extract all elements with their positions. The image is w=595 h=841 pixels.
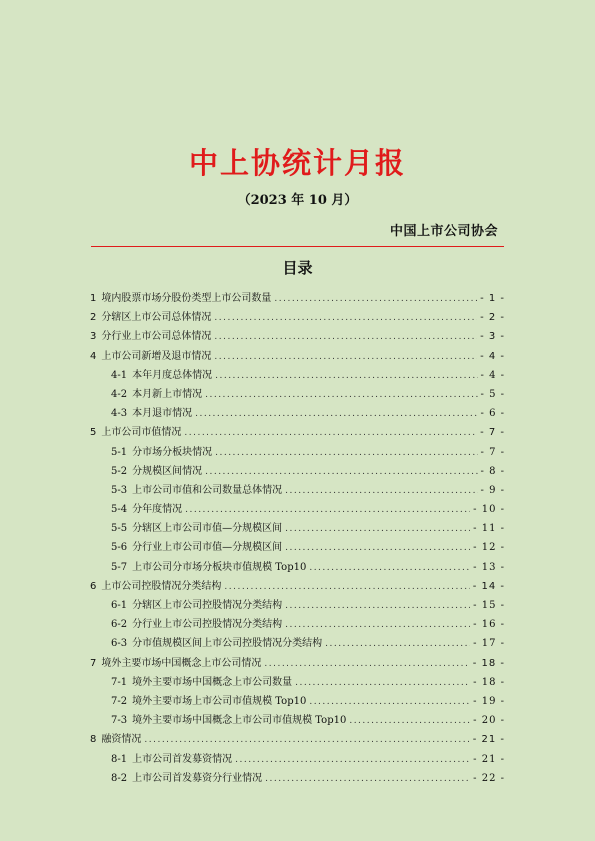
toc-entry-number: 3 [90, 331, 97, 343]
toc-entry-title: 上市公司首发募资情况 [132, 753, 233, 765]
toc-page-number: - 22 - [473, 772, 505, 784]
toc-leader-dots [184, 428, 477, 438]
toc-entry[interactable] [90, 347, 505, 366]
toc-entry[interactable] [90, 730, 505, 749]
toc-leader-dots [205, 467, 477, 477]
toc-entry-number: 5-7 [111, 561, 128, 573]
toc-entry-number: 6-2 [111, 619, 128, 631]
toc-leader-dots [214, 332, 477, 342]
toc-entry-number: 5-4 [111, 504, 128, 516]
toc-subentry[interactable] [90, 692, 505, 711]
toc-leader-dots [214, 352, 477, 362]
toc-leader-dots [309, 563, 470, 573]
toc-subentry[interactable] [90, 519, 505, 538]
toc-page-number: - 13 - [473, 561, 505, 573]
toc-page-number: - 21 - [473, 753, 505, 765]
toc-subentry[interactable] [90, 750, 505, 769]
toc-entry-title: 境内股票市场分股份类型上市公司数量 [101, 293, 272, 304]
table-of-contents [90, 289, 505, 788]
toc-entry-number: 7-1 [111, 676, 128, 688]
toc-entry-number: 4-2 [111, 388, 128, 400]
toc-page-number: - 15 - [473, 600, 505, 611]
toc-subentry[interactable] [90, 769, 505, 788]
toc-page-number: - 7 - [480, 427, 505, 439]
toc-entry-number: 8 [90, 734, 97, 746]
toc-entry-number: 8-1 [111, 753, 128, 765]
report-period: （2023 年 10 月） [237, 193, 358, 208]
toc-entry-number: 7-2 [111, 695, 128, 707]
toc-entry-title: 上市公司分市场分板块市值规模 Top10 [132, 561, 307, 573]
toc-page-number: - 11 - [473, 523, 505, 535]
toc-entry-title: 分行业上市公司控股情况分类结构 [132, 619, 283, 631]
toc-entry-number: 5-6 [111, 542, 128, 554]
toc-entry-title: 分市值规模区间上市公司控股情况分类结构 [132, 638, 323, 650]
toc-entry-title: 本月退市情况 [132, 408, 193, 420]
toc-page-number: - 18 - [473, 676, 505, 688]
toc-subentry[interactable] [90, 711, 505, 730]
toc-entry-title: 上市公司市值和公司数量总体情况 [132, 484, 283, 496]
toc-entry-title: 上市公司新增及退市情况 [101, 350, 212, 362]
toc-entry-title: 境外主要市场中国概念上市公司数量 [132, 676, 293, 688]
toc-subentry[interactable] [90, 443, 505, 462]
toc-page-number: - 5 - [480, 388, 505, 400]
toc-page-number: - 21 - [472, 734, 505, 746]
toc-subentry[interactable] [90, 615, 505, 634]
toc-entry-title: 分行业上市公司总体情况 [101, 331, 212, 343]
toc-leader-dots [285, 486, 477, 496]
toc-entry[interactable] [90, 423, 505, 442]
header-divider [91, 246, 504, 247]
toc-entry[interactable] [90, 289, 505, 308]
toc-leader-dots [285, 601, 470, 611]
toc-subentry[interactable] [90, 596, 505, 615]
toc-leader-dots [274, 294, 477, 304]
toc-leader-dots [325, 639, 470, 649]
toc-entry-number: 5 [90, 427, 97, 439]
toc-leader-dots [185, 505, 470, 515]
toc-leader-dots [195, 409, 477, 419]
toc-entry[interactable] [90, 327, 505, 346]
toc-page-number: - 16 - [473, 619, 505, 631]
toc-entry-title: 分年度情况 [132, 504, 183, 516]
toc-entry[interactable] [90, 577, 505, 596]
toc-page-number: - 7 - [480, 446, 505, 458]
toc-entry-number: 5-2 [111, 465, 128, 477]
toc-entry-title: 分市场分板块情况 [132, 446, 213, 458]
toc-entry-title: 分辖区上市公司控股情况分类结构 [132, 600, 283, 611]
toc-page-number: - 19 - [473, 695, 505, 707]
toc-page-number: - 4 - [480, 369, 505, 381]
toc-entry-number: 8-2 [111, 772, 128, 784]
toc-entry-title: 上市公司控股情况分类结构 [101, 580, 222, 592]
report-title: 中上协统计月报 [188, 146, 406, 180]
toc-entry-title: 本月新上市情况 [132, 388, 203, 400]
toc-leader-dots [349, 716, 470, 726]
toc-leader-dots [214, 313, 477, 323]
toc-leader-dots [285, 543, 470, 553]
toc-subentry[interactable] [90, 558, 505, 577]
toc-entry[interactable] [90, 654, 505, 673]
toc-leader-dots [295, 678, 470, 688]
toc-page-number: - 17 - [473, 638, 505, 650]
toc-leader-dots [265, 774, 470, 784]
toc-entry-title: 融资情况 [101, 734, 142, 746]
toc-entry-title: 分行业上市公司市值—分规模区间 [132, 542, 283, 554]
toc-subentry[interactable] [90, 385, 505, 404]
toc-leader-dots [224, 582, 469, 592]
toc-entry-title: 境外主要市场中国概念上市公司情况 [101, 657, 262, 669]
toc-entry[interactable] [90, 308, 505, 327]
toc-entry-title: 上市公司首发募资分行业情况 [132, 772, 263, 784]
toc-page-number: - 3 - [480, 331, 505, 343]
toc-leader-dots [215, 371, 477, 381]
toc-subentry[interactable] [90, 634, 505, 653]
toc-entry-number: 4-1 [111, 369, 128, 381]
toc-subentry[interactable] [90, 462, 505, 481]
toc-entry-number: 6-3 [111, 638, 128, 650]
toc-page-number: - 1 - [480, 293, 505, 304]
toc-entry-number: 2 [90, 312, 97, 324]
toc-entry-number: 5-3 [111, 484, 128, 496]
toc-entry-number: 7 [90, 657, 97, 669]
toc-leader-dots [309, 697, 470, 707]
toc-entry-number: 4 [90, 350, 97, 362]
toc-heading: 目录 [282, 259, 313, 277]
toc-subentry[interactable] [90, 500, 505, 519]
toc-page-number: - 2 - [480, 312, 505, 324]
toc-entry-title: 分辖区上市公司市值—分规模区间 [132, 523, 283, 535]
toc-page-number: - 4 - [480, 350, 505, 362]
toc-page-number: - 18 - [472, 657, 505, 669]
toc-page-number: - 6 - [480, 408, 505, 420]
toc-entry-title: 上市公司市值情况 [101, 427, 182, 439]
toc-subentry[interactable] [90, 404, 505, 423]
toc-leader-dots [144, 735, 469, 745]
toc-leader-dots [285, 524, 470, 534]
toc-entry-title: 分规模区间情况 [132, 465, 203, 477]
toc-leader-dots [205, 390, 477, 400]
toc-entry-number: 6 [90, 580, 97, 592]
toc-subentry[interactable] [90, 366, 505, 385]
toc-leader-dots [235, 755, 470, 765]
toc-entry-title: 本年月度总体情况 [132, 369, 213, 381]
toc-entry-number: 1 [90, 293, 97, 304]
toc-page-number: - 20 - [473, 715, 505, 727]
toc-subentry[interactable] [90, 673, 505, 692]
toc-leader-dots [264, 659, 469, 669]
toc-entry-number: 7-3 [111, 715, 128, 727]
toc-page-number: - 10 - [473, 504, 505, 516]
toc-page-number: - 14 - [472, 580, 505, 592]
toc-leader-dots [215, 448, 477, 458]
toc-page-number: - 12 - [473, 542, 505, 554]
toc-subentry[interactable] [90, 538, 505, 557]
toc-entry-number: 5-5 [111, 523, 128, 535]
toc-entry-number: 6-1 [111, 600, 128, 611]
toc-entry-title: 境外主要市场上市公司市值规模 Top10 [132, 695, 307, 707]
toc-entry-title: 分辖区上市公司总体情况 [101, 312, 212, 324]
toc-leader-dots [285, 620, 470, 630]
toc-page-number: - 8 - [480, 465, 505, 477]
toc-page-number: - 9 - [480, 484, 505, 496]
toc-entry-title: 境外主要市场中国概念上市公司市值规模 Top10 [132, 715, 347, 727]
toc-entry-number: 5-1 [111, 446, 128, 458]
toc-entry-number: 4-3 [111, 408, 128, 420]
toc-subentry[interactable] [90, 481, 505, 500]
organization-name: 中国上市公司协会 [389, 224, 498, 239]
